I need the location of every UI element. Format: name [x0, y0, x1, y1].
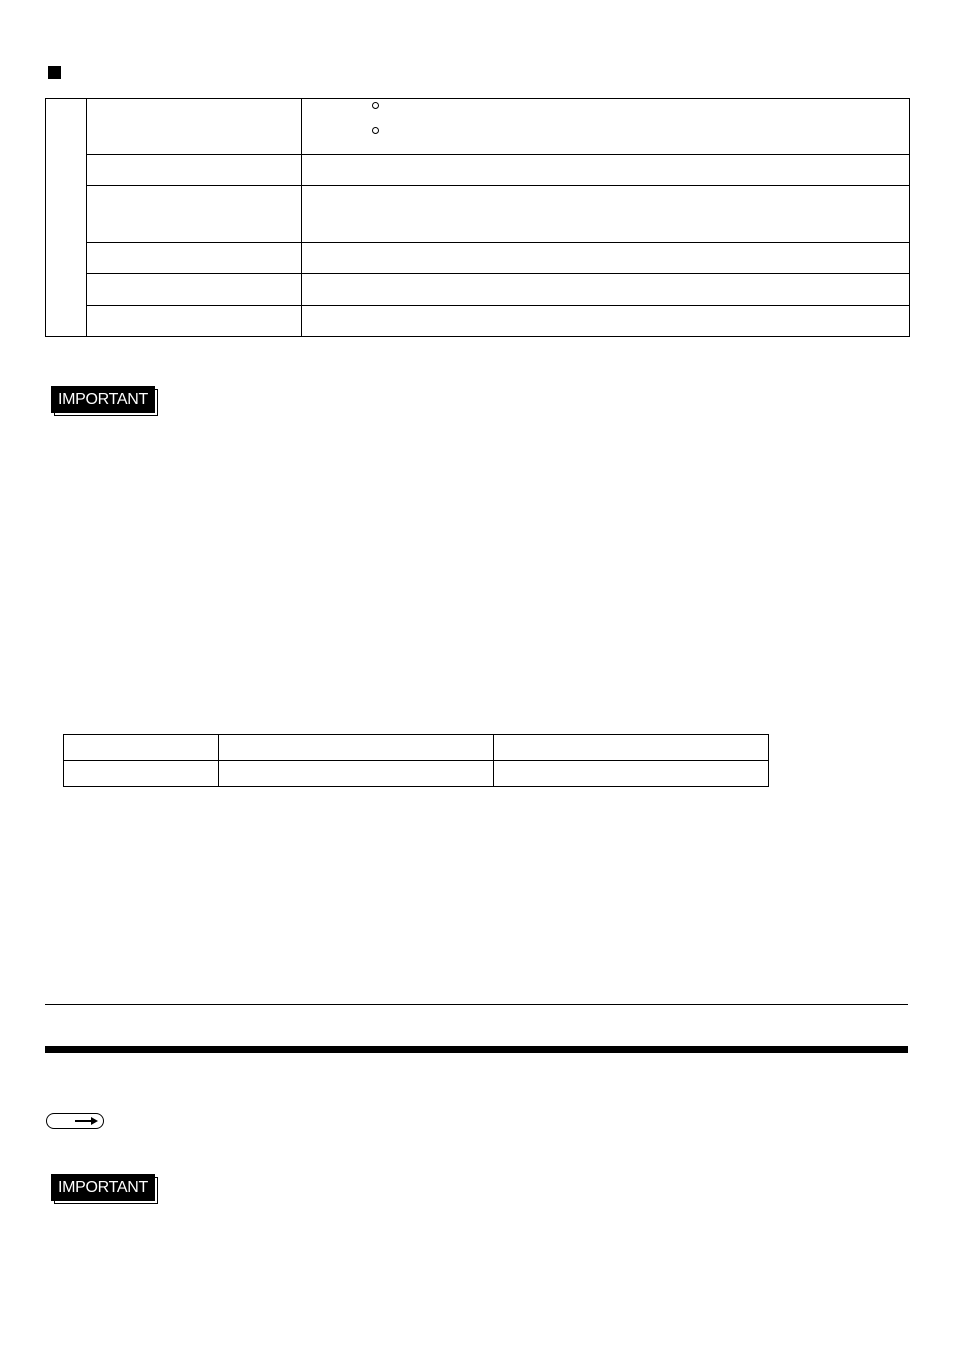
- small-table: [63, 734, 769, 787]
- spec-table: [45, 98, 910, 337]
- table-value-cell: [302, 274, 910, 306]
- table-row: [46, 155, 910, 186]
- table-label-cell: [87, 243, 302, 274]
- table-row: [46, 186, 910, 243]
- table-row: [46, 306, 910, 337]
- table-row: [46, 243, 910, 274]
- table-value-cell: [302, 99, 910, 155]
- table-value-cell: [302, 243, 910, 274]
- circle-bullet-icon: [372, 127, 379, 134]
- table-value-cell: [302, 186, 910, 243]
- table-cell: [494, 761, 769, 787]
- table-cell: [219, 761, 494, 787]
- black-square-icon: [48, 66, 61, 79]
- table-cell: [64, 735, 219, 761]
- important-badge-label: IMPORTANT: [51, 386, 155, 413]
- table-label-cell: [87, 99, 302, 155]
- important-badge: [51, 1174, 155, 1201]
- table-row: [46, 99, 910, 155]
- table-row: [46, 274, 910, 306]
- section-divider-thick: [45, 1046, 908, 1053]
- important-badge: [51, 386, 155, 413]
- table-label-cell: [87, 155, 302, 186]
- table-label-cell: [87, 186, 302, 243]
- reference-arrow-icon: [46, 1113, 104, 1129]
- table-label-cell: [87, 274, 302, 306]
- table-cell: [494, 735, 769, 761]
- table-cell: [219, 735, 494, 761]
- table-row: [64, 761, 769, 787]
- table-value-cell: [302, 306, 910, 337]
- table-label-cell: [87, 306, 302, 337]
- table-row: [64, 735, 769, 761]
- table-value-cell: [302, 155, 910, 186]
- table-side-cell: [46, 99, 87, 337]
- table-cell: [64, 761, 219, 787]
- section-divider-thin: [45, 1004, 908, 1005]
- circle-bullet-icon: [372, 102, 379, 109]
- important-badge-label: IMPORTANT: [51, 1174, 155, 1201]
